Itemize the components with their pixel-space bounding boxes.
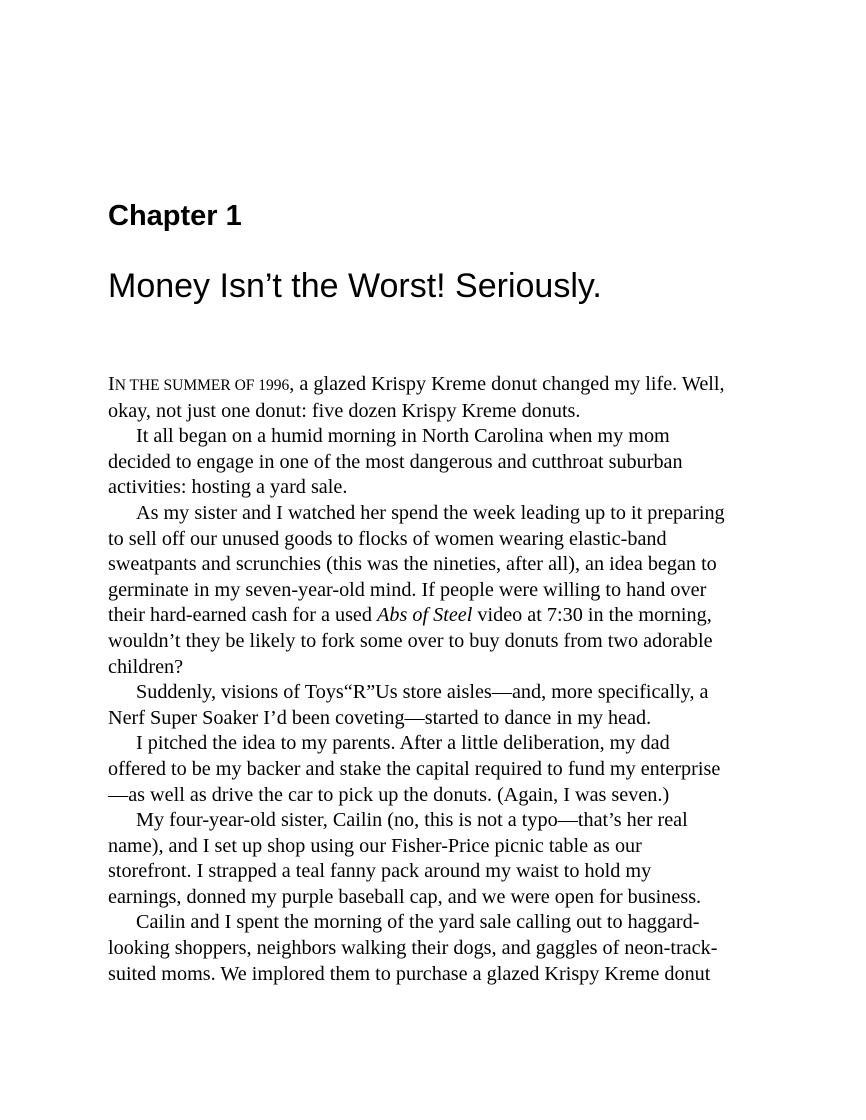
text-line: okay, not just one donut: five dozen Krispy Kreme donuts. (108, 399, 581, 422)
text-line: sweatpants and scrunchies (this was the nineties, after all), an idea began to (108, 553, 717, 576)
text-line: wouldn’t they be likely to fork some over to buy donuts from two adorable (108, 629, 713, 652)
text-line (108, 372, 768, 399)
text-line: As my sister and I watched her spend the week leading up to it preparing (136, 501, 725, 524)
text-line: I pitched the idea to my parents. After a little deliberation, my dad (136, 732, 670, 755)
paragraph (108, 808, 768, 910)
small-caps-lead: N THE SUMMER OF 1996 (114, 377, 290, 394)
text-line: earnings, donned my purple baseball cap, and we were open for business. (108, 885, 702, 908)
text-line: suited moms. We implored them to purchase a glazed Krispy Kreme donut (108, 962, 711, 985)
text-line: decided to engage in one of the most dangerous and cutthroat suburban (108, 450, 683, 473)
text-line: germinate in my seven-year-old mind. If people were willing to hand over (108, 578, 707, 601)
text-line: Cailin and I spent the morning of the yard sale calling out to haggard- (136, 911, 700, 934)
small-caps-initial: I (108, 373, 115, 395)
paragraph-opening (108, 372, 768, 424)
text-run: , a glazed Krispy Kreme donut changed my life. Well, (289, 373, 725, 395)
text-line: It all began on a humid morning in North Carolina when my mom (136, 425, 670, 448)
text-line: offered to be my backer and stake the capital required to fund my enterprise (108, 757, 721, 780)
chapter-body (108, 372, 768, 987)
video-title: Abs of Steel (377, 604, 473, 627)
paragraph (108, 424, 768, 501)
text-line: looking shoppers, neighbors walking their dogs, and gaggles of neon-track- (108, 937, 718, 960)
text-line: name), and I set up shop using our Fisher-Price picnic table as our (108, 834, 642, 857)
text-line: to sell off our unused goods to flocks of women wearing elastic-band (108, 527, 667, 550)
text-line (108, 603, 768, 629)
text-line: —as well as drive the car to pick up the donuts. (Again, I was seven.) (108, 783, 670, 806)
paragraph (108, 501, 768, 680)
paragraph (108, 680, 768, 731)
text-line: Nerf Super Soaker I’d been coveting—started to dance in my head. (108, 706, 652, 729)
text-run: their hard-earned cash for a used (108, 604, 378, 627)
text-line: activities: hosting a yard sale. (108, 476, 348, 499)
text-line: children? (108, 655, 184, 678)
text-line: My four-year-old sister, Cailin (no, this is not a typo—that’s her real (136, 809, 688, 832)
paragraph (108, 731, 768, 808)
chapter-title: Money Isn’t the Worst! Seriously. (108, 267, 602, 305)
paragraph (108, 910, 768, 987)
text-line: storefront. I strapped a teal fanny pack around my waist to hold my (108, 860, 652, 883)
text-line: Suddenly, visions of Toys“R”Us store aisles—and, more specifically, a (136, 681, 709, 704)
chapter-label: Chapter 1 (108, 200, 242, 232)
text-run: video at 7:30 in the morning, (472, 604, 712, 627)
